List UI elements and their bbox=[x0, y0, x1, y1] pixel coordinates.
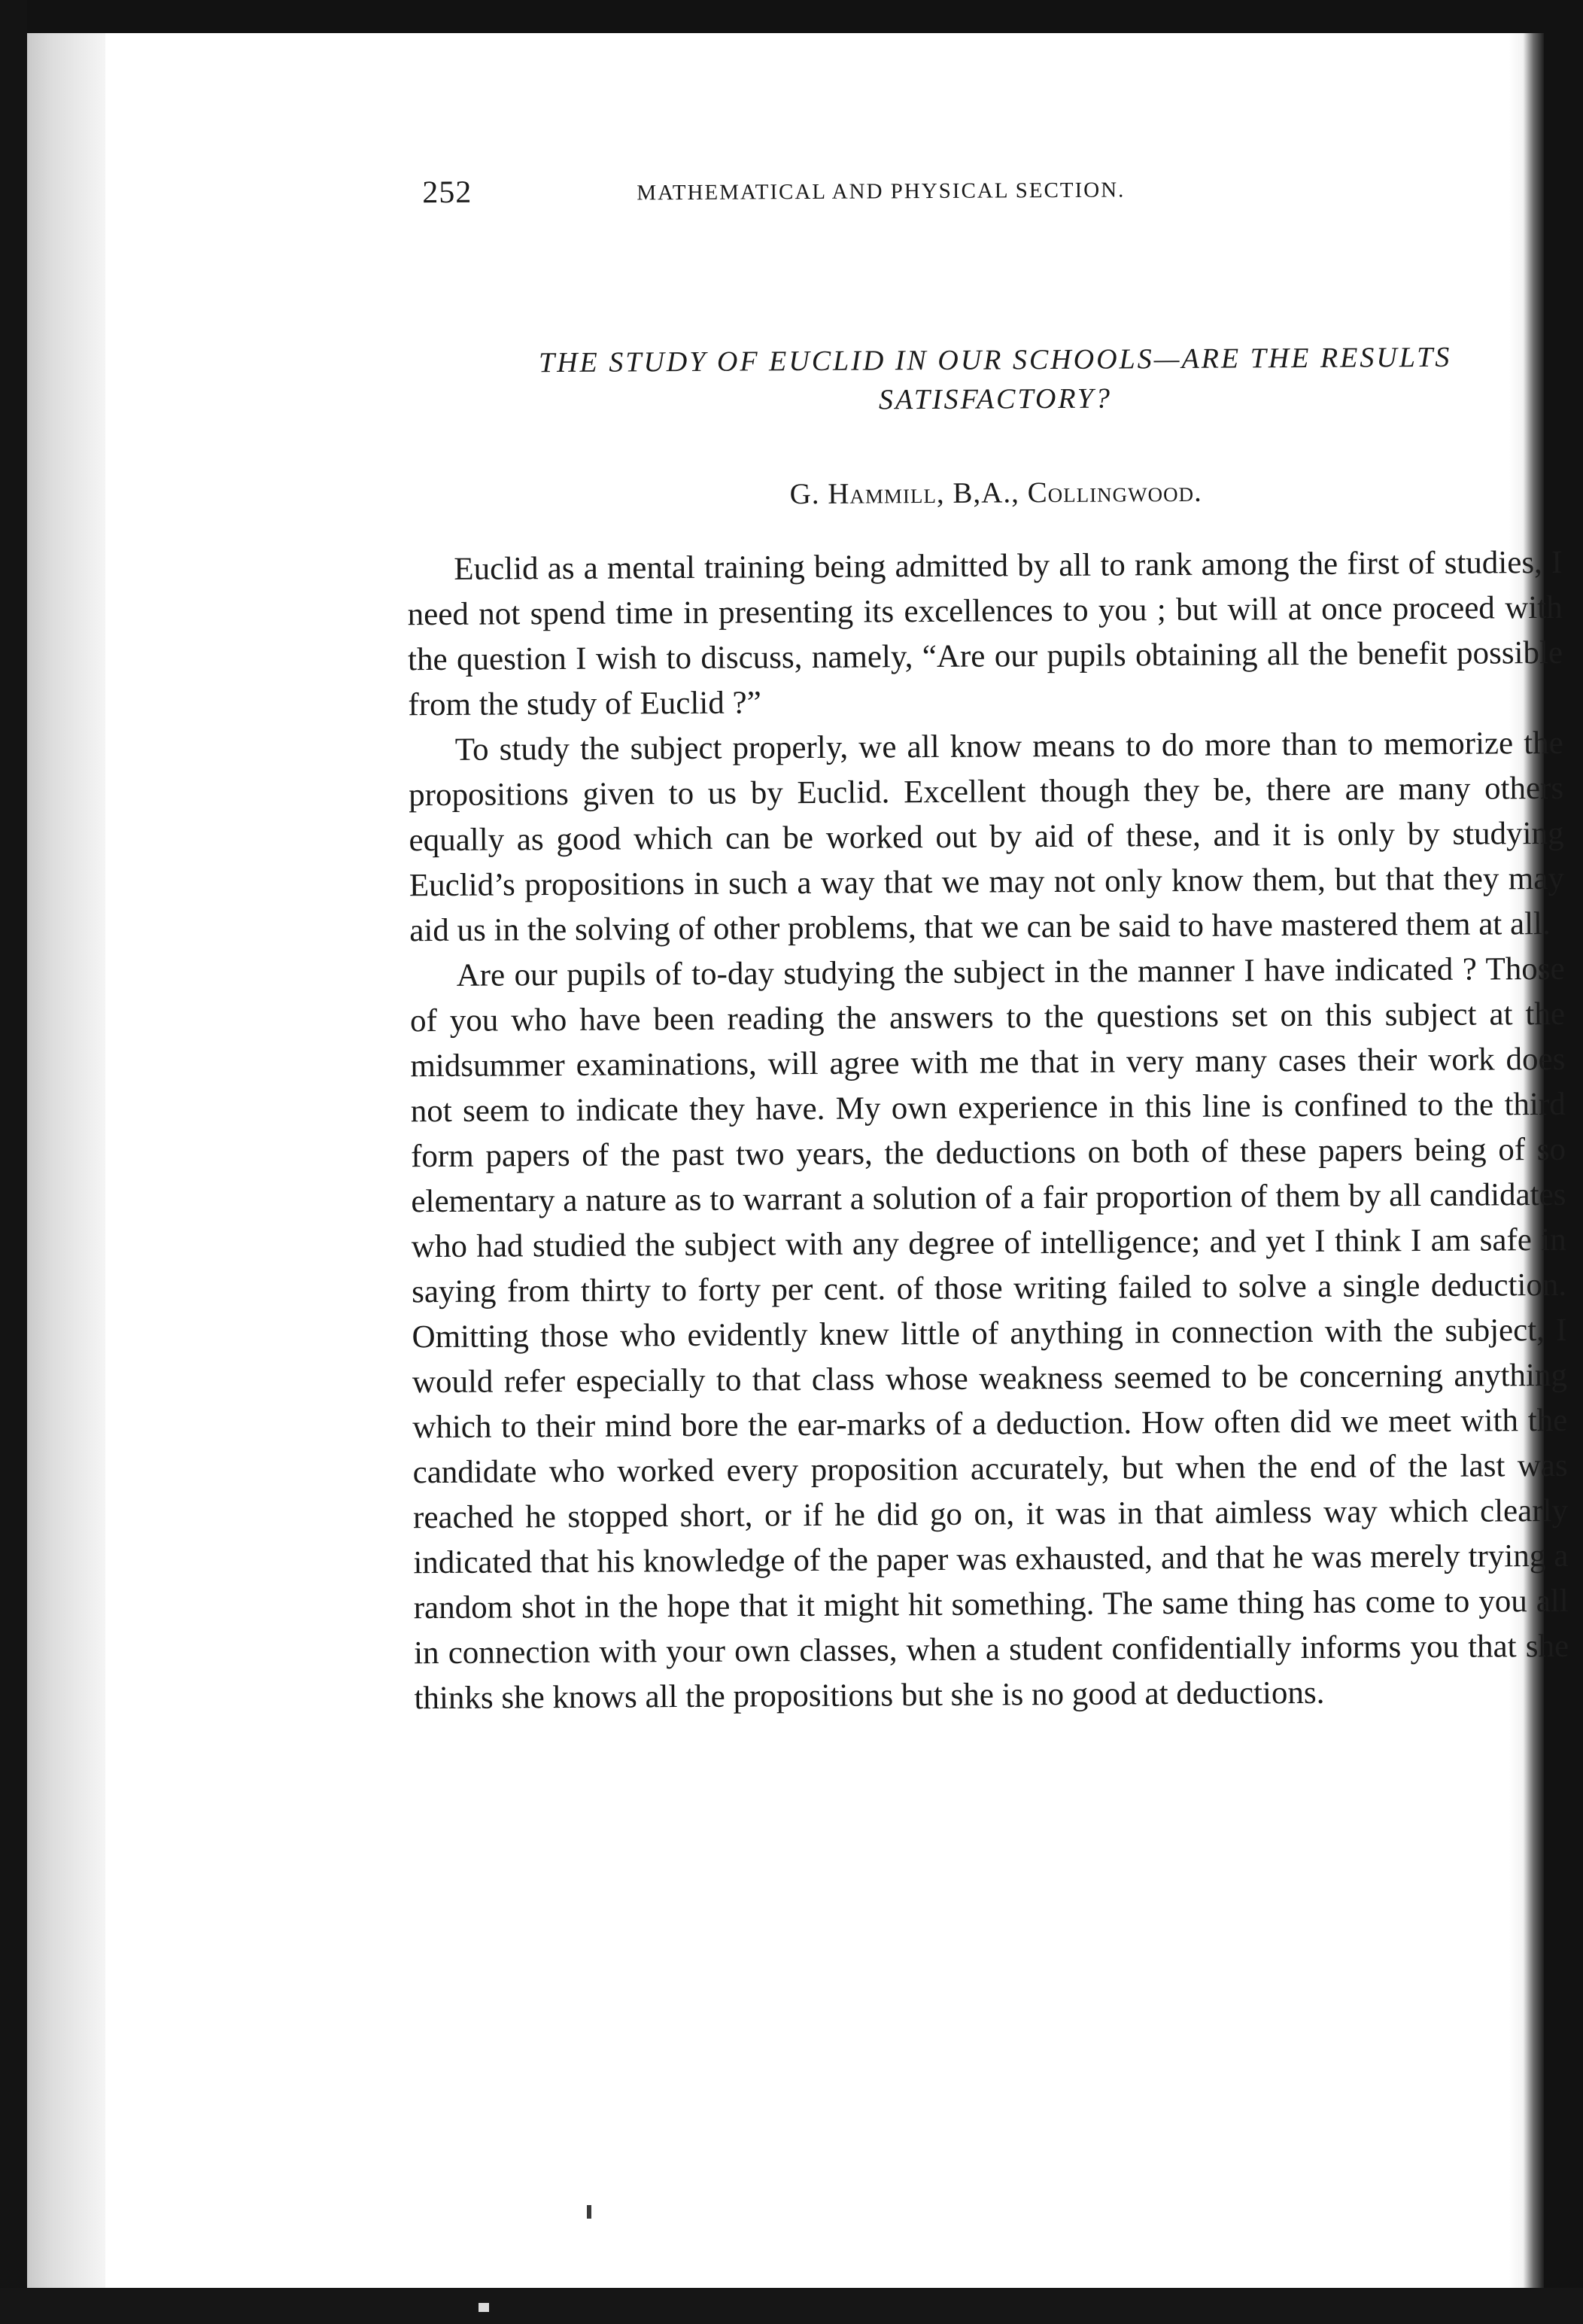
article-title: THE STUDY OF EUCLID IN OUR SCHOOLS—ARE THE RESULTS SATISFACTORY? bbox=[538, 341, 1452, 416]
book-page bbox=[105, 29, 1569, 2292]
paragraph-1: Euclid as a mental training being admitted by all to rank among the first of studies, I need not spend time in presenting its excellences to you ; but will at once proceed with the question I wish to discuss, namely, “Are our pupils obtaining all the benefit possible from the study of Euclid ?” bbox=[407, 544, 1563, 723]
article-body bbox=[407, 540, 1569, 1721]
page-number: 252 bbox=[422, 175, 472, 211]
scan-speck bbox=[587, 2205, 591, 2219]
section-title: MATHEMATICAL AND PHYSICAL SECTION. bbox=[637, 178, 1126, 205]
paragraph-3: Are our pupils of to-day studying the subject in the manner I have indicated ? Those of you who have been reading the answers to the questions set on this subject at the midsummer examinations, will agree with me that in very many cases their work does not seem to indicate they have. My own experience in this line is confined to the third form papers of the past two years, the deductions on both of these papers being of so elementary a nature as to warrant a solution of a fair proportion of them by all candidates who had studied the subject with any degree of intelligence; and yet I think I am safe in saying from thirty to forty per cent. of those writing failed to solve a single deduction. Omitting those who evidently knew little of anything in connection with the subject, I would refer especially to that class whose weakness seemed to be concerning anything which to their mind bore the ear-marks of a deduction. How often did we meet with the candidate who worked every proposition accurately, but when the end of the last was reached he stopped short, or if he did go on, it was in that aimless way which clearly indicated that his knowledge of the paper was exhausted, and that he was merely trying a random shot in the hope that it might hit something. The same thing has come to you all in connection with your own classes, when a student confidentially informs you that she thinks she knows all the propositions but she is no good at deductions. bbox=[409, 951, 1569, 1717]
book-page-edge bbox=[27, 33, 105, 2288]
article-author: G. Hammill, B,A., Collingwood. bbox=[789, 475, 1202, 511]
scan-border-left bbox=[0, 0, 27, 2324]
scan-border-bottom bbox=[0, 2288, 1583, 2324]
running-header bbox=[106, 168, 1510, 221]
scan-border-top bbox=[0, 0, 1583, 33]
scan-speck bbox=[479, 2303, 489, 2312]
paragraph-2: To study the subject properly, we all know means to do more than to memorize the propositions given to us by Euclid. Excellent though they be, there are many others equally as good which can be worked out by aid of these, and it is only by studying Euclid’s propositions in such a way that we may not only know them, but that they may aid us in the solving of other problems, that we can be said to have mastered them at all. bbox=[409, 725, 1565, 949]
